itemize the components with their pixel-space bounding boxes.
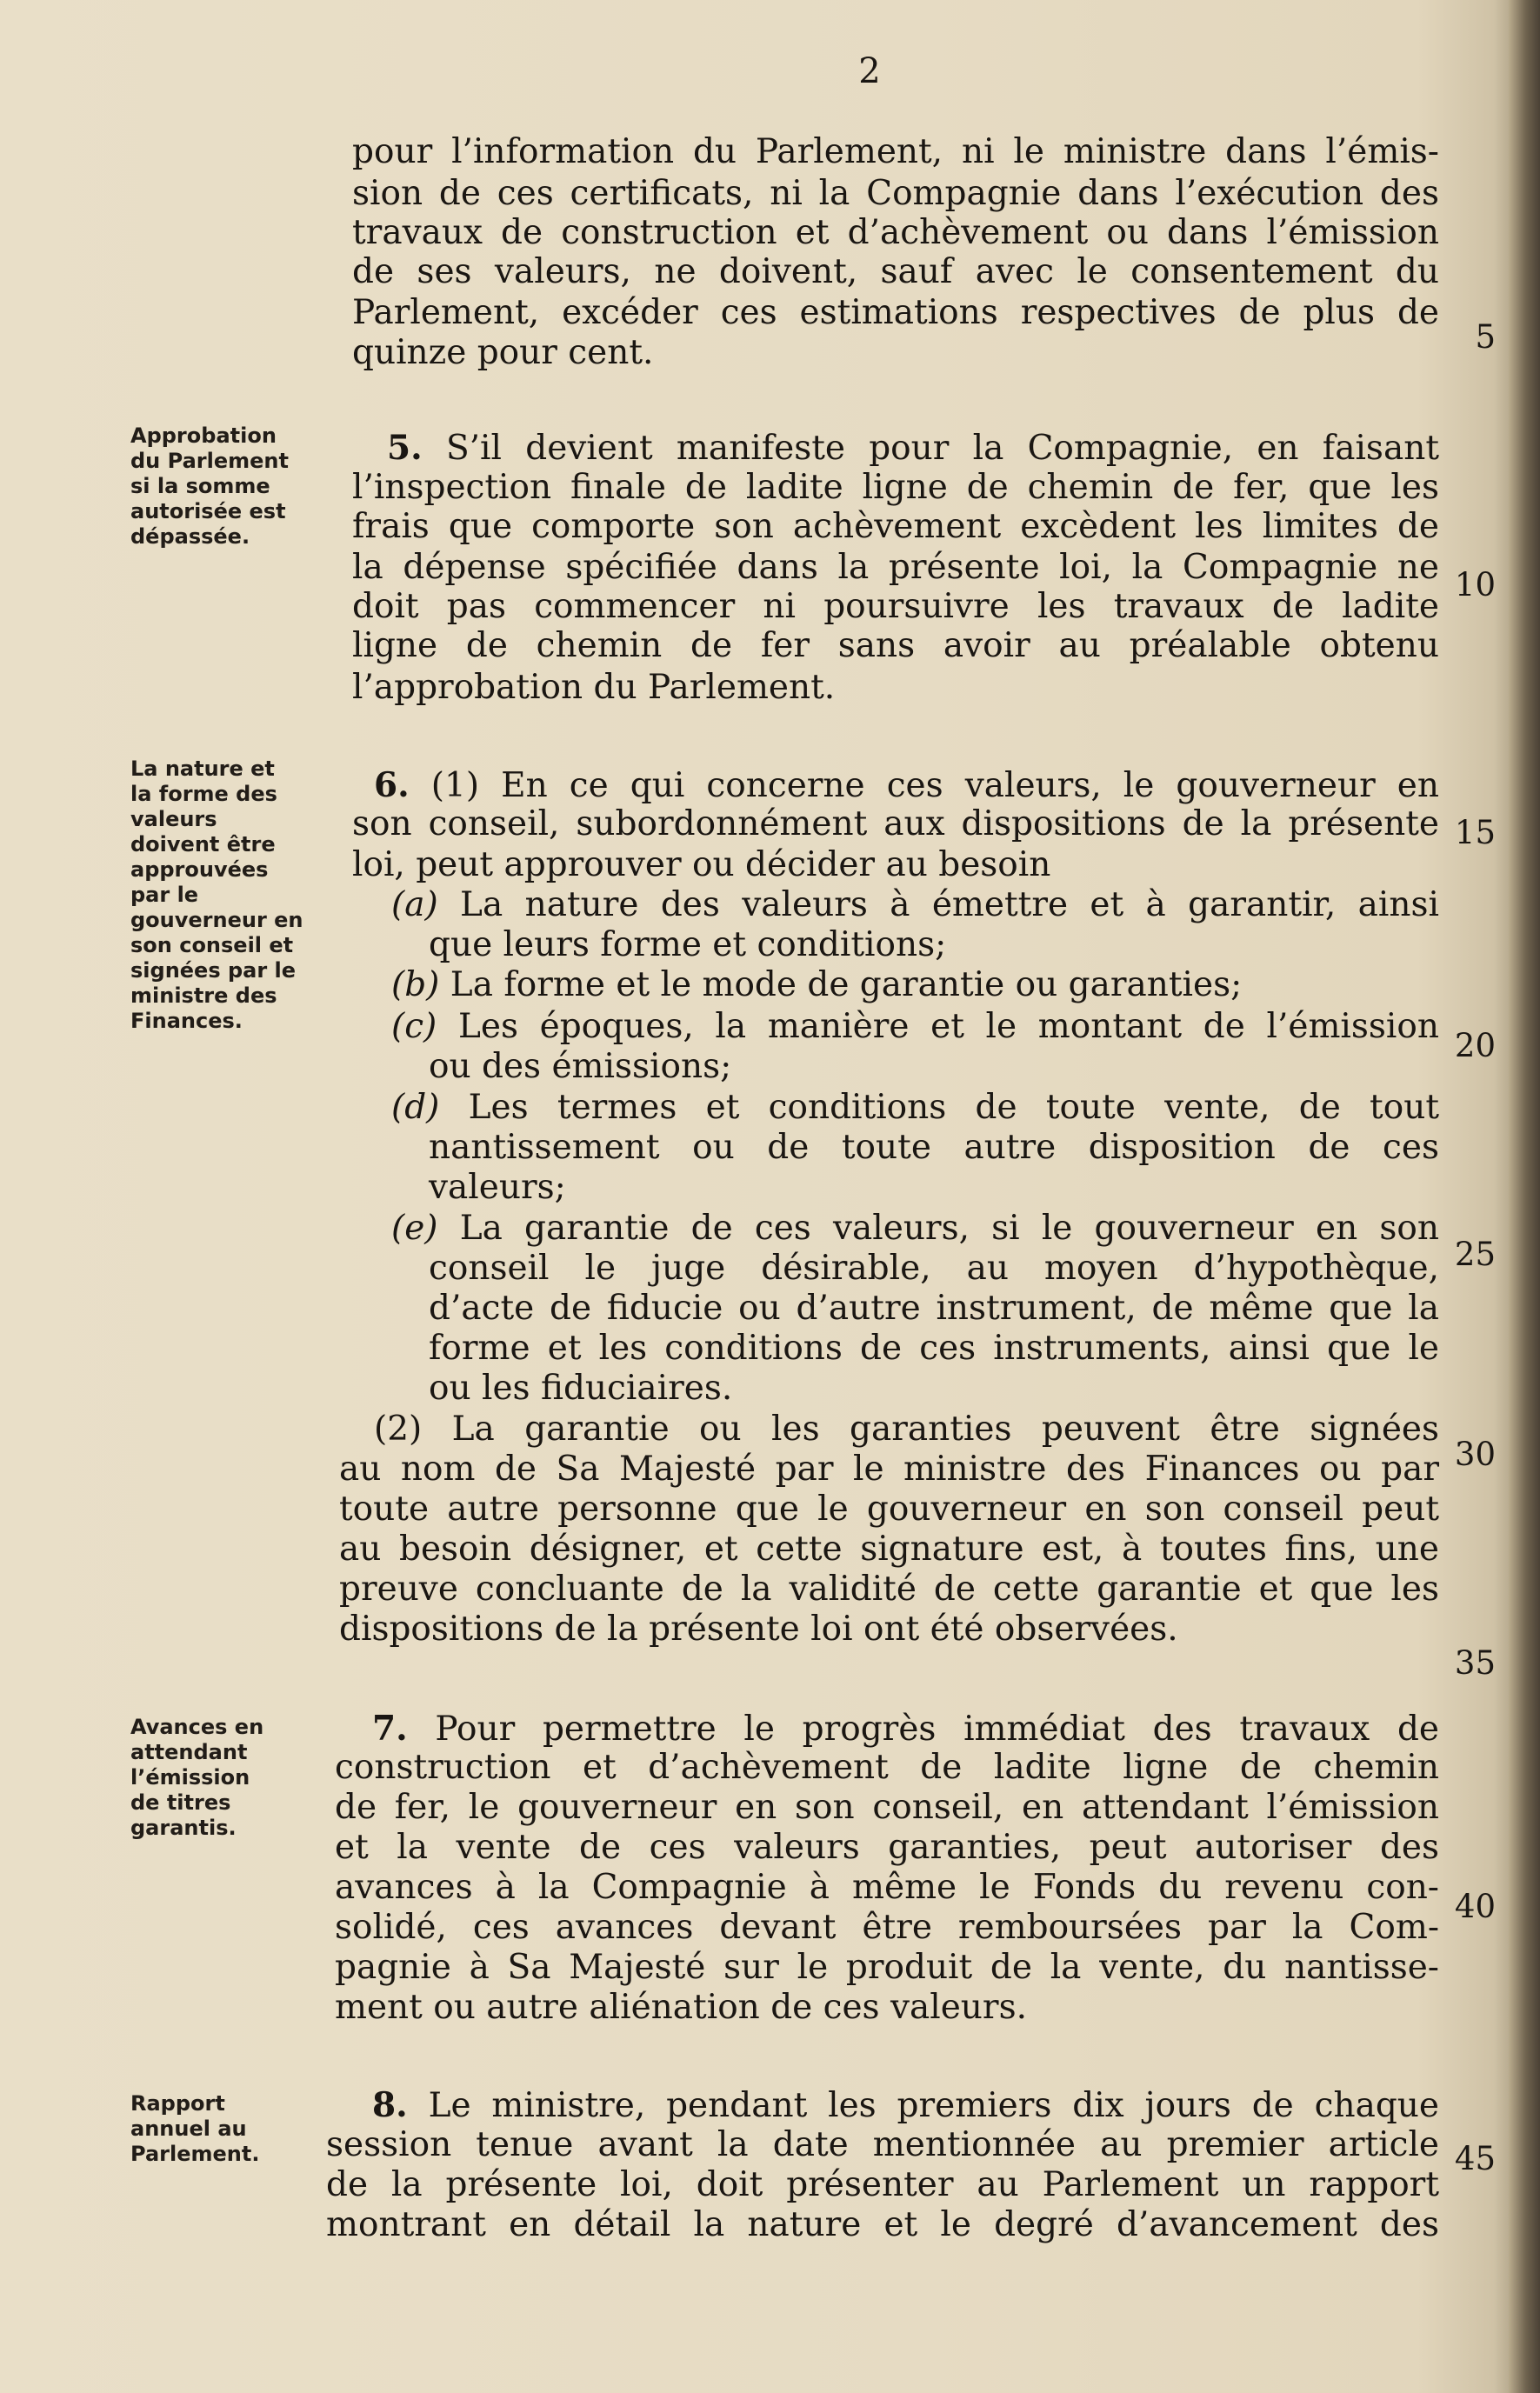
- page-number: 2: [858, 51, 881, 91]
- text-line: [429, 1289, 1439, 1329]
- text-line-content: ment ou autre aliénation de ces valeurs.: [335, 1988, 1027, 2027]
- text-line: [429, 1047, 1439, 1087]
- margin-note-line: attendant: [130, 1740, 248, 1764]
- section-number: 6.: [374, 765, 410, 805]
- margin-note-line: la forme des: [130, 782, 277, 806]
- text-line: [339, 1490, 1439, 1530]
- margin-note-line: ministre des: [130, 983, 277, 1008]
- paragraph-label: (e): [391, 1209, 438, 1248]
- margin-note-line: dépassée.: [130, 524, 250, 549]
- text-line: [339, 1530, 1439, 1570]
- margin-note: [130, 1715, 348, 1841]
- text-line-content: pour l’information du Parlement, ni le ministre dans l’émis-: [352, 132, 1439, 171]
- margin-note-line: Rapport: [130, 2091, 225, 2116]
- margin-note-line: annuel au: [130, 2116, 247, 2141]
- text-line: [352, 252, 1439, 292]
- text-line: [352, 668, 1439, 708]
- text-line-content: construction et d’achèvement de ladite ligne de chemin: [335, 1748, 1439, 1787]
- margin-note-line: du Parlement: [130, 449, 289, 473]
- text-line: [335, 1828, 1439, 1868]
- text-line: [374, 765, 1439, 805]
- text-line-content: (1) En ce qui concerne ces valeurs, le gouverneur en: [409, 766, 1439, 805]
- text-line: [429, 1369, 1439, 1409]
- text-line-content: pagnie à Sa Majesté sur le produit de la vente, du nantisse-: [335, 1948, 1439, 1987]
- text-line-content: de ses valeurs, ne doivent, sauf avec le consentement du: [352, 252, 1439, 291]
- text-line-content: loi, peut approuver ou décider au besoin: [352, 845, 1051, 884]
- line-number: 10: [1454, 566, 1496, 603]
- text-line: [352, 174, 1439, 214]
- text-line-content: au nom de Sa Majesté par le ministre des Finances ou par: [339, 1450, 1439, 1489]
- text-line-content: l’inspection finale de ladite ligne de chemin de fer, que les: [352, 468, 1439, 507]
- margin-note-line: l’émission: [130, 1765, 250, 1790]
- text-line-content: avances à la Compagnie à même le Fonds du revenu con-: [335, 1868, 1439, 1907]
- text-line-content: travaux de construction et d’achèvement ou dans l’émission: [352, 213, 1439, 252]
- text-line: [372, 2085, 1439, 2125]
- line-number: 40: [1454, 1888, 1496, 1925]
- text-line-content: doit pas commencer ni poursuivre les travaux de ladite: [352, 587, 1439, 626]
- text-line: [326, 2205, 1439, 2245]
- text-line: [352, 293, 1439, 333]
- text-line-content: la dépense spécifiée dans la présente loi, la Compagnie ne: [352, 548, 1439, 587]
- text-line: [335, 1748, 1439, 1788]
- margin-note-line: de titres: [130, 1790, 231, 1815]
- text-line: [335, 1948, 1439, 1988]
- text-line: [352, 587, 1439, 627]
- margin-note-line: autorisée est: [130, 499, 286, 523]
- text-line-content: l’approbation du Parlement.: [352, 668, 836, 707]
- section-number: 8.: [372, 2085, 408, 2125]
- margin-note-line: Parlement.: [130, 2142, 260, 2166]
- margin-note-line: garantis.: [130, 1816, 237, 1840]
- text-line: [391, 885, 1439, 925]
- text-line-content: La garantie de ces valeurs, si le gouverneur en son: [437, 1209, 1439, 1248]
- margin-note: [130, 757, 348, 1034]
- text-line-content: S’il devient manifeste pour la Compagnie, en faisant: [422, 429, 1439, 468]
- margin-note-line: signées par le: [130, 958, 297, 983]
- text-line: [391, 965, 1439, 1005]
- text-line: [339, 1610, 1439, 1650]
- text-line-content: Les termes et conditions de toute vente, de tout: [439, 1088, 1439, 1127]
- text-line-content: Les époques, la manière et le montant de l’émission: [437, 1007, 1439, 1046]
- text-line-content: frais que comporte son achèvement excèdent les limites de: [352, 507, 1439, 546]
- text-line-content: ligne de chemin de fer sans avoir au préalable obtenu: [352, 626, 1439, 665]
- text-line-content: (2) La garantie ou les garanties peuvent être signées: [374, 1410, 1439, 1449]
- line-number: 15: [1454, 814, 1496, 851]
- margin-note-line: gouverneur en: [130, 908, 303, 932]
- text-line: [372, 1709, 1439, 1749]
- text-line: [429, 1249, 1439, 1289]
- text-line-content: nantissement ou de toute autre disposition de ces: [429, 1128, 1439, 1167]
- text-line: [352, 845, 1439, 885]
- text-line: [339, 1450, 1439, 1490]
- section-number: 5.: [387, 428, 423, 468]
- margin-note-line: par le: [130, 883, 199, 907]
- text-line-content: La nature des valeurs à émettre et à garantir, ainsi: [437, 885, 1439, 924]
- text-line: [326, 2165, 1439, 2205]
- text-line-content: Parlement, excéder ces estimations respectives de plus de: [352, 293, 1439, 332]
- margin-note: [130, 2091, 348, 2167]
- line-number: 25: [1454, 1236, 1496, 1273]
- text-line: [374, 1410, 1439, 1450]
- text-line: [429, 1168, 1439, 1208]
- margin-note-line: La nature et: [130, 757, 275, 781]
- text-line: [391, 1007, 1439, 1047]
- text-line: [335, 1868, 1439, 1908]
- text-line: [352, 626, 1439, 666]
- text-line-content: session tenue avant la date mentionnée au premier article: [326, 2125, 1439, 2164]
- line-number: 45: [1454, 2140, 1496, 2177]
- text-line-content: toute autre personne que le gouverneur en son conseil peut: [339, 1490, 1439, 1529]
- text-line: [352, 132, 1439, 172]
- text-line: [352, 333, 1439, 373]
- text-line: [352, 548, 1439, 588]
- text-line: [352, 804, 1439, 844]
- text-line: [352, 213, 1439, 253]
- text-line-content: La forme et le mode de garantie ou garanties;: [439, 965, 1243, 1004]
- paragraph-label: (a): [391, 885, 438, 924]
- margin-note-line: si la somme: [130, 474, 270, 498]
- text-line-content: ou des émissions;: [429, 1047, 732, 1086]
- text-line-content: preuve concluante de la validité de cette garantie et que les: [339, 1570, 1439, 1609]
- text-line-content: de fer, le gouverneur en son conseil, en attendant l’émission: [335, 1788, 1439, 1827]
- page-binding-edge: [1509, 0, 1540, 2393]
- margin-note-line: son conseil et: [130, 933, 294, 957]
- text-line-content: conseil le juge désirable, au moyen d’hypothèque,: [429, 1249, 1439, 1288]
- text-line-content: ou les fiduciaires.: [429, 1369, 733, 1408]
- text-line: [391, 1209, 1439, 1249]
- line-number: 5: [1475, 318, 1496, 356]
- text-line: [387, 428, 1439, 468]
- text-line-content: au besoin désigner, et cette signature est, à toutes fins, une: [339, 1530, 1439, 1569]
- text-line-content: solidé, ces avances devant être remboursées par la Com-: [335, 1908, 1439, 1947]
- margin-note-line: valeurs: [130, 807, 217, 831]
- text-line-content: forme et les conditions de ces instruments, ainsi que le: [429, 1329, 1439, 1368]
- text-line-content: quinze pour cent.: [352, 333, 654, 372]
- text-line-content: montrant en détail la nature et le degré d’avancement des: [326, 2205, 1439, 2244]
- text-line-content: Pour permettre le progrès immédiat des travaux de: [407, 1710, 1439, 1749]
- text-line-content: d’acte de fiducie ou d’autre instrument, de même que la: [429, 1289, 1439, 1328]
- text-line-content: et la vente de ces valeurs garanties, peut autoriser des: [335, 1828, 1439, 1867]
- margin-note-line: approuvées: [130, 857, 269, 882]
- text-line-content: que leurs forme et conditions;: [429, 925, 947, 964]
- text-line-content: Le ministre, pendant les premiers dix jours de chaque: [407, 2086, 1439, 2125]
- line-number: 35: [1454, 1644, 1496, 1682]
- text-line: [429, 1329, 1439, 1369]
- text-line: [335, 1788, 1439, 1828]
- text-line: [335, 1908, 1439, 1948]
- paragraph-label: (c): [391, 1007, 437, 1046]
- line-number: 20: [1454, 1027, 1496, 1064]
- margin-note-line: Finances.: [130, 1009, 243, 1033]
- paragraph-label: (d): [391, 1088, 440, 1127]
- margin-note-line: doivent être: [130, 832, 276, 857]
- text-line: [429, 925, 1439, 965]
- paragraph-label: (b): [391, 965, 440, 1004]
- text-line: [391, 1088, 1439, 1128]
- text-line: [335, 1988, 1439, 2028]
- margin-note: [130, 423, 348, 550]
- text-line: [352, 507, 1439, 547]
- text-line: [352, 468, 1439, 508]
- text-line-content: de la présente loi, doit présenter au Parlement un rapport: [326, 2165, 1439, 2204]
- margin-note-line: Avances en: [130, 1715, 264, 1739]
- text-line: [429, 1128, 1439, 1168]
- text-line-content: valeurs;: [429, 1168, 566, 1207]
- margin-note-line: Approbation: [130, 423, 277, 448]
- text-line-content: son conseil, subordonnément aux dispositions de la présente: [352, 804, 1439, 843]
- text-line: [339, 1570, 1439, 1610]
- line-number: 30: [1454, 1436, 1496, 1473]
- text-line-content: sion de ces certificats, ni la Compagnie dans l’exécution des: [352, 174, 1439, 213]
- text-line-content: dispositions de la présente loi ont été observées.: [339, 1610, 1178, 1649]
- text-line: [326, 2125, 1439, 2165]
- section-number: 7.: [372, 1709, 408, 1749]
